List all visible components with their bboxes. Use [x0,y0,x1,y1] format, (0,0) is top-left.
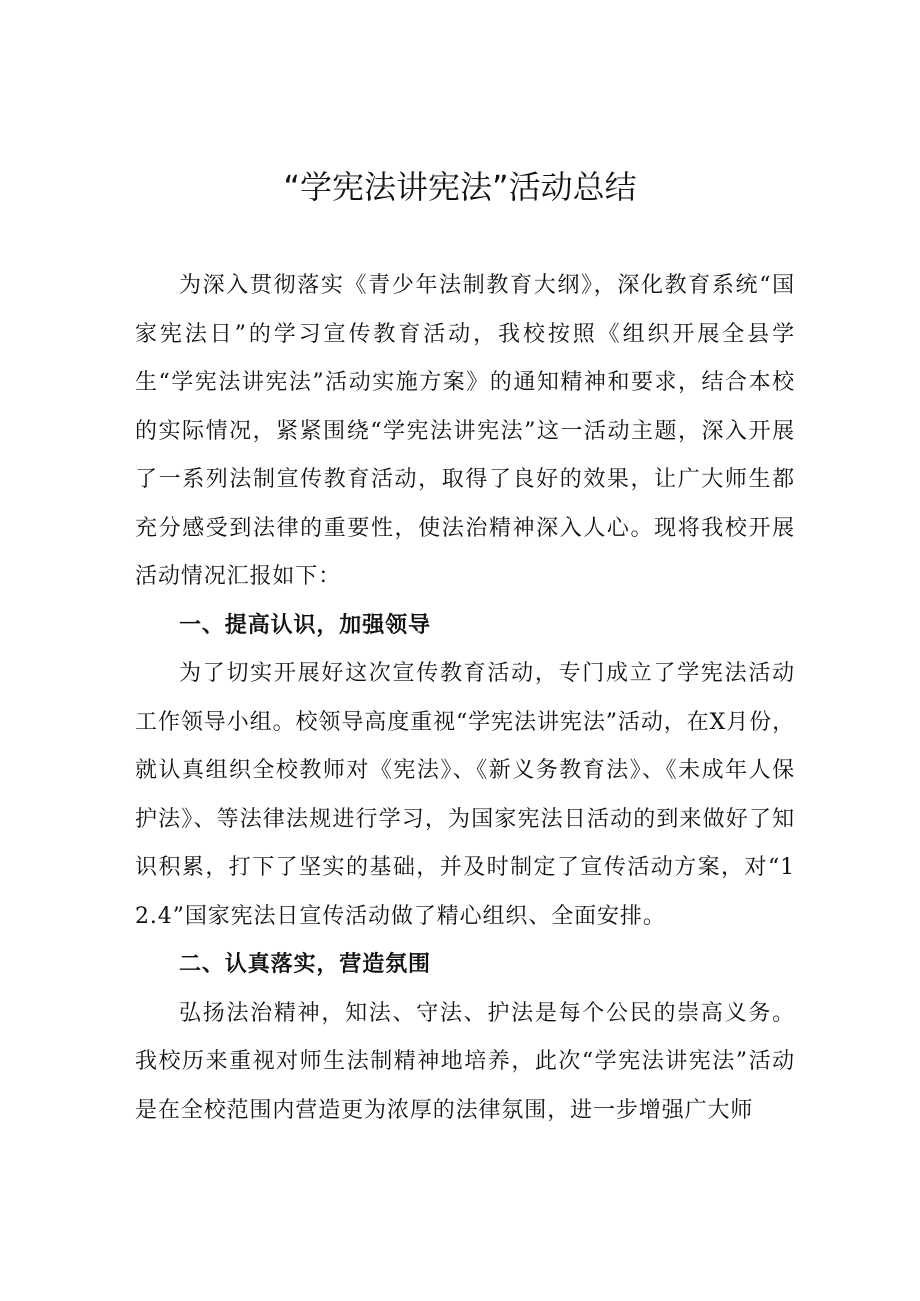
section-1-heading: 一、提高认识，加强领导 [179,612,431,638]
document-body [135,262,795,1135]
intro-paragraph: 为深入贯彻落实《青少年法制教育大纲》，深化教育系统“国家宪法日”的学习宣传教育活动，我校按照《组织开展全县学生“学宪法讲宪法”活动实施方案》的通知精神和要求，结合本校的实际情况，紧紧围绕“学宪法讲宪法”这一活动主题，深入开展了一系列法制宣传教育活动，取得了良好的效果，让广大师生都充分感受到法律的重要性，使法治精神深入人心。现将我校开展活动情况汇报如下： [135,273,795,589]
section-2-paragraph: 弘扬法治精神，知法、守法、护法是每个公民的崇高义务。我校历来重视对师生法制精神地培养，此次“学宪法讲宪法”活动是在全校范围内营造更为浓厚的法律氛围，进一步增强广大师 [135,1000,795,1123]
section-2-heading: 二、认真落实，营造氛围 [179,952,431,977]
document-title: “学宪法讲宪法”活动总结 [283,168,637,206]
section-1-paragraph: 为了切实开展好这次宣传教育活动，专门成立了学宪法活动工作领导小组。校领导高度重视“学宪法讲宪法”活动，在X月份，就认真组织全校教师对《宪法》、《新义务教育法》、《未成年人保护法》、等法律法规进行学习，为国家宪法日活动的到来做好了知识积累，打下了坚实的基础，并及时制定了宣传活动方案，对“12.4”国家宪法日宣传活动做了精心组织、全面安排。 [135,661,795,929]
